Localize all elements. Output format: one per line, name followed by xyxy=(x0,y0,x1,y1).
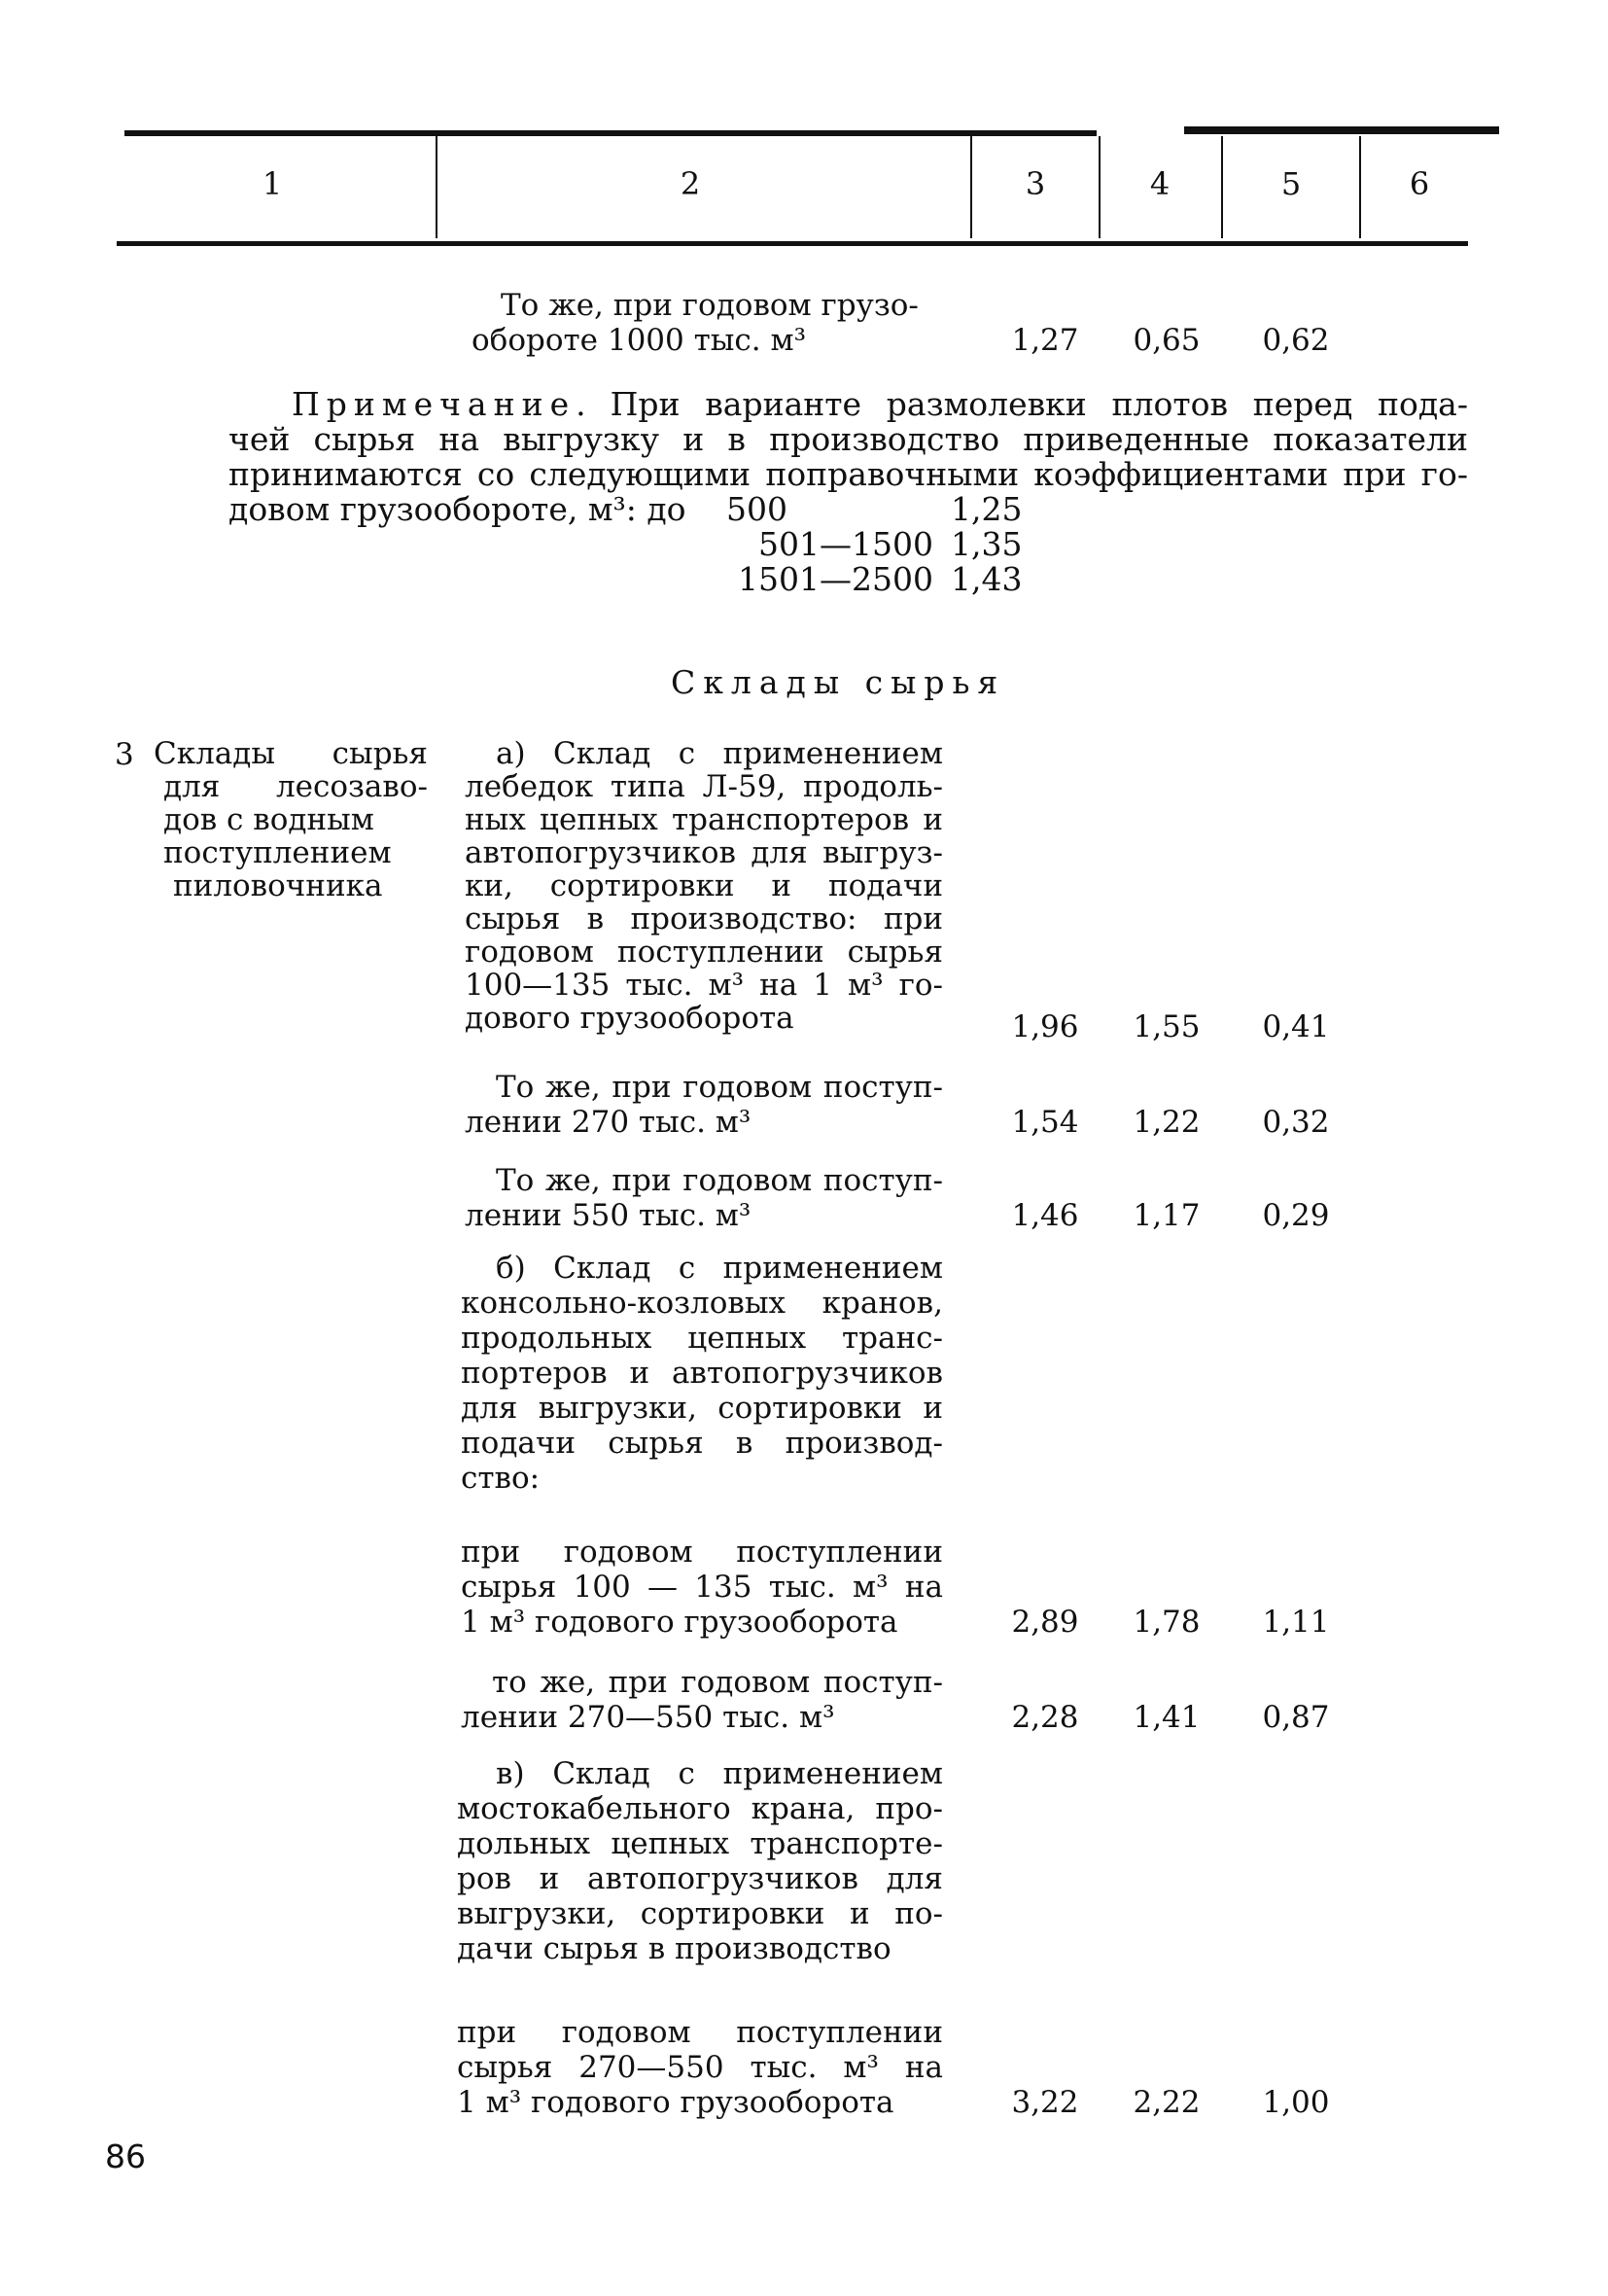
value-col-4: 2,22 xyxy=(1133,2085,1201,2120)
value-col-3: 1,54 xyxy=(1011,1105,1079,1140)
item-a2-description: То же, при годовом поступ- лении 270 тыс. м³ xyxy=(465,1070,943,1140)
header-col-2: 2 xyxy=(680,165,701,202)
item-a-description: а) Склад с применением лебедок типа Л-59, продоль- ных цепных транспортеров и автопогрузчиков для выгруз- ки, сортировки и подачи сырья в производство: при годовом поступлении сырья 100—135 тыс. м³ на 1 м³ го- дового грузооборота xyxy=(465,736,943,1036)
col-separator xyxy=(970,136,972,238)
value-col-4: 1,41 xyxy=(1133,1700,1201,1735)
row-number: 3 xyxy=(115,737,134,772)
value-col-5: 1,00 xyxy=(1262,2085,1330,2120)
item-b-description: б) Склад с применением консольно-козловых кранов, продольных цепных транс- портеров и автопогрузчиков для выгрузки, сортировки и подачи сырья в производ- ство: xyxy=(461,1251,943,1496)
item-b2-description: то же, при годовом поступ- лении 270—550 тыс. м³ xyxy=(461,1665,943,1735)
value-col-5: 0,41 xyxy=(1262,1009,1330,1044)
header-bottom-rule xyxy=(117,241,1468,246)
item-c-description: в) Склад с применением мостокабельного крана, про- дольных цепных транспорте- ров и автопогрузчиков для выгрузки, сортировки и по- дачи сырья в производство xyxy=(457,1756,943,1966)
note-line-4: довом грузообороте, м³: до xyxy=(228,490,686,528)
col-separator xyxy=(1359,136,1361,238)
note-line-1: Примечание. При варианте размолевки плотов перед пода- xyxy=(292,385,1468,423)
col-separator xyxy=(436,136,437,238)
note-coefficients: 1,25 1,35 1,43 xyxy=(951,490,1023,598)
value-col-5: 0,87 xyxy=(1262,1700,1330,1735)
value-col-5: 0,62 xyxy=(1262,323,1330,358)
header-col-4: 4 xyxy=(1149,165,1171,202)
note-line-2: чей сырья на выгрузку и в производство приведенные показатели xyxy=(228,420,1468,458)
row-label: Склады сырья для лесозаво- дов с водным поступлением пиловочника xyxy=(154,736,428,903)
value-col-4: 1,17 xyxy=(1133,1198,1201,1233)
col-separator xyxy=(1221,136,1223,238)
note-line-3: принимаются со следующими поправочными коэффициентами при го- xyxy=(228,455,1468,493)
header-col-3: 3 xyxy=(1025,165,1046,202)
value-col-4: 1,78 xyxy=(1133,1605,1201,1640)
value-col-5: 0,32 xyxy=(1262,1105,1330,1140)
item-b1-description: при годовом поступлении сырья 100 — 135 тыс. м³ на 1 м³ годового грузооборота xyxy=(461,1535,943,1640)
section-title: Склады сырья xyxy=(671,663,1006,701)
value-col-4: 1,55 xyxy=(1133,1009,1201,1044)
value-col-5: 1,11 xyxy=(1262,1605,1330,1640)
value-col-3: 1,27 xyxy=(1011,323,1079,358)
value-col-5: 0,29 xyxy=(1262,1198,1330,1233)
header-col-6: 6 xyxy=(1409,165,1430,202)
note-label: Примечание. xyxy=(292,385,593,423)
header-top-rule-right xyxy=(1184,126,1499,134)
page-number: 86 xyxy=(105,2137,146,2175)
value-col-3: 1,46 xyxy=(1011,1198,1079,1233)
value-col-3: 1,96 xyxy=(1011,1009,1079,1044)
value-col-3: 3,22 xyxy=(1011,2085,1079,2120)
note-ranges: 500 501—1500 1501—2500 xyxy=(726,490,933,598)
value-col-4: 1,22 xyxy=(1133,1105,1201,1140)
item-a3-description: То же, при годовом поступ- лении 550 тыс. м³ xyxy=(465,1163,943,1233)
col-separator xyxy=(1099,136,1101,238)
header-top-rule xyxy=(124,130,1097,136)
value-col-4: 0,65 xyxy=(1133,323,1201,358)
value-col-3: 2,28 xyxy=(1011,1700,1079,1735)
item-c1-description: при годовом поступлении сырья 270—550 тыс. м³ на 1 м³ годового грузооборота xyxy=(457,2015,943,2120)
header-col-5: 5 xyxy=(1280,165,1302,202)
row-description: То же, при годовом грузо- обороте 1000 тыс. м³ xyxy=(472,288,919,358)
value-col-3: 2,89 xyxy=(1011,1605,1079,1640)
header-col-1: 1 xyxy=(262,165,283,202)
